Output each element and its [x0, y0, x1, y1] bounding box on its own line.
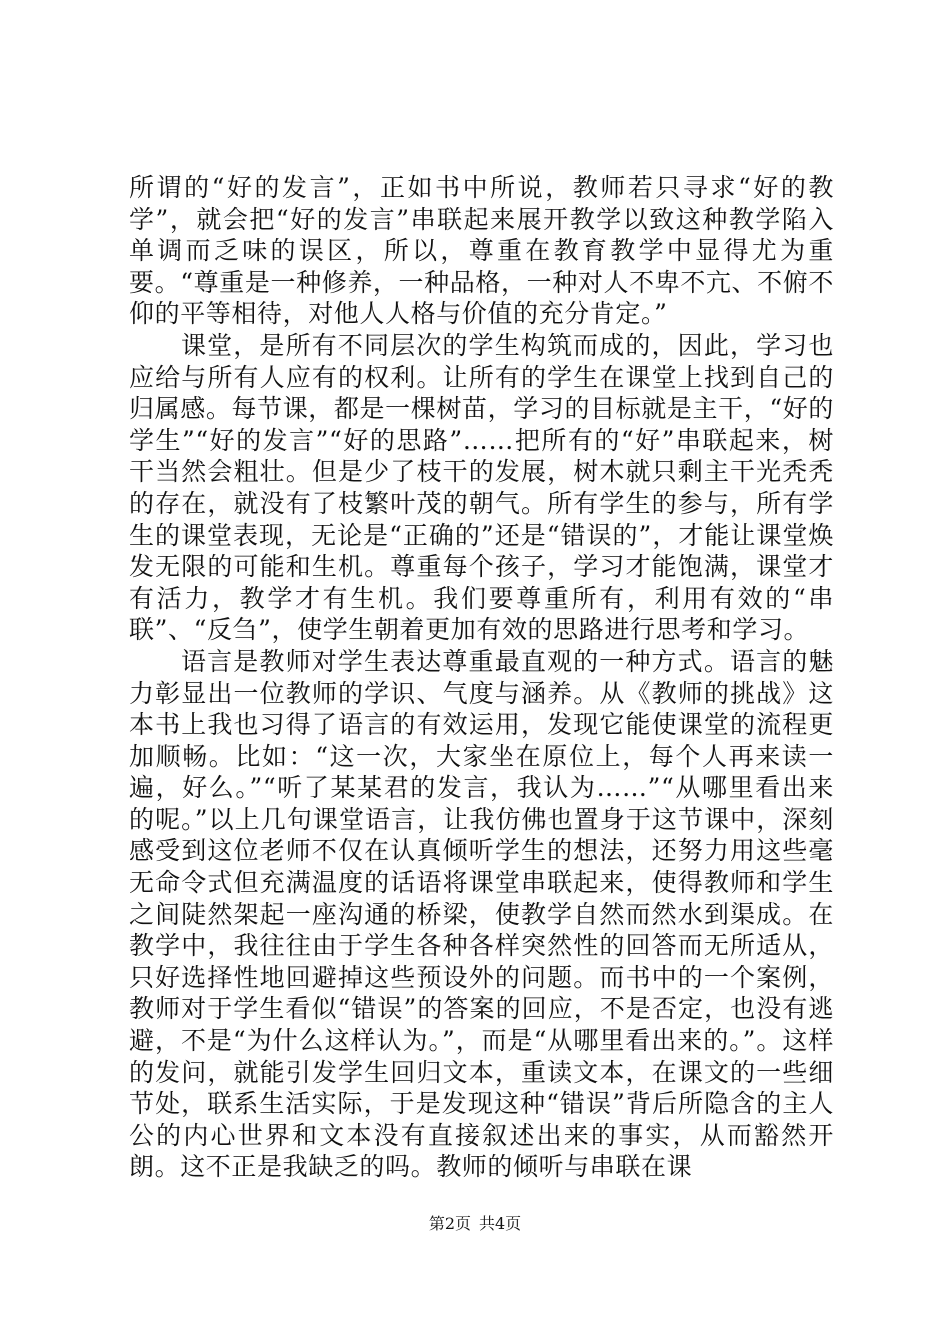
- paragraph-classroom: 课堂，是所有不同层次的学生构筑而成的，因此，学习也应给与所有人应有的权利。让所有的学生在课堂上找到自己的归属感。每节课，都是一棵树苗，学习的目标就是主干，“好的学生”“好的发言”“好的思路”……把所有的“好”串联起来，树干当然会粗壮。但是少了枝干的发展，树木就只剩主干光秃秃的存在，就没有了枝繁叶茂的朝气。所有学生的参与，所有学生的课堂表现，无论是“正确的”还是“错误的”，才能让课堂焕发无限的可能和生机。尊重每个孩子，学习才能饱满，课堂才有活力，教学才有生机。我们要尊重所有，利用有效的“串联”、“反刍”，使学生朝着更加有效的思路进行思考和学习。: [129, 330, 834, 645]
- paragraph-respect-quote: 所谓的“好的发言”，正如书中所说，教师若只寻求“好的教学”，就会把“好的发言”串联起来展开教学以致这种教学陷入单调而乏味的误区，所以，尊重在教育教学中显得尤为重要。“尊重是一种修养，一种品格，一种对人不卑不亢、不俯不仰的平等相待，对他人人格与价值的充分肯定。”: [129, 173, 834, 329]
- page-number: 第2页: [428, 1214, 471, 1233]
- document-body: [129, 172, 834, 1183]
- page-footer: [0, 1214, 950, 1234]
- paragraph-language: 语言是教师对学生表达尊重最直观的一种方式。语言的魅力彰显出一位教师的学识、气度与涵养。从《教师的挑战》这本书上我也习得了语言的有效运用，发现它能使课堂的流程更加顺畅。比如：“这一次，大家坐在原位上，每个人再来读一遍，好么。”“听了某某君的发言，我认为……”“从哪里看出来的呢。”以上几句课堂语言，让我仿佛也置身于这节课中，深刻感受到这位老师不仅在认真倾听学生的想法，还努力用这些毫无命令式但充满温度的话语将课堂串联起来，使得教师和学生之间陡然架起一座沟通的桥梁，使教学自然而然水到渠成。在教学中，我往往由于学生各种各样突然性的回答而无所适从，只好选择性地回避掉这些预设外的问题。而书中的一个案例，教师对于学生看似“错误”的答案的回应，不是否定，也没有逃避，不是“为什么这样认为。”，而是“从哪里看出来的。”。这样的发问，就能引发学生回归文本，重读文本，在课文的一些细节处，联系生活实际，于是发现这种“错误”背后所隐含的主人公的内心世界和文本没有直接叙述出来的事实，从而豁然开朗。这不正是我缺乏的吗。教师的倾听与串联在课: [129, 646, 834, 1182]
- page-total: 共4页: [479, 1214, 522, 1233]
